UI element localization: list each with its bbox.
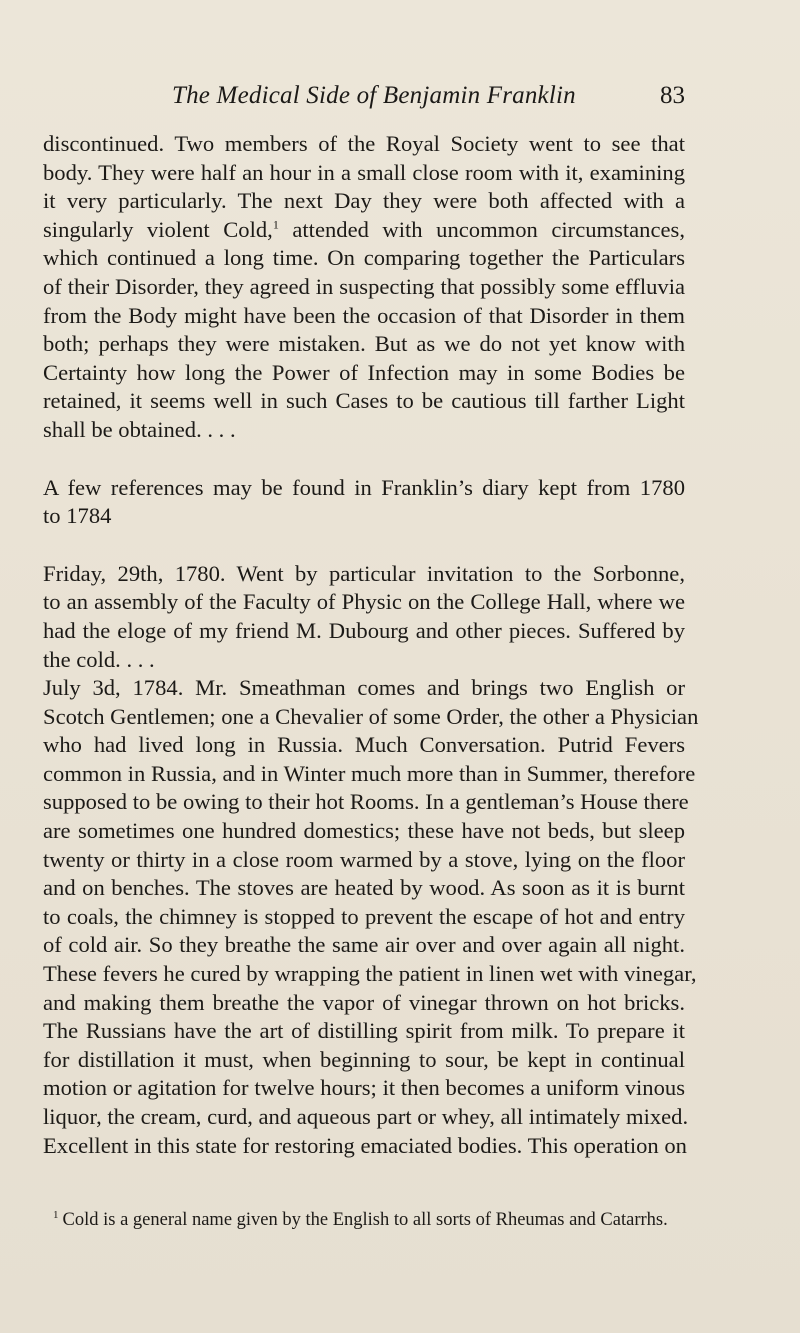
text-line: Scotch Gentlemen; one a Chevalier of some Order, the other a Physician [43, 703, 699, 729]
text-line: it very particularly. The next Day they were both affected with a [43, 188, 685, 214]
text-line: Friday, 29th, 1780. Went by particular invitation to the Sorbonne, [43, 560, 685, 586]
text-line: These fevers he cured by wrapping the patient in linen wet with vinegar, [43, 961, 697, 987]
text-line: to 1784 [43, 503, 112, 529]
text-line: discontinued. Two members of the Royal Society went to see that [43, 131, 685, 156]
text-line: and on benches. The stoves are heated by wood. As soon as it is burnt [43, 875, 685, 901]
footnote-mark: 1 [53, 1209, 59, 1221]
text-line: twenty or thirty in a close room warmed by a stove, lying on the floor [43, 846, 685, 872]
footnote-reference: 1 [272, 217, 279, 232]
paragraph-4 [43, 674, 699, 1160]
text-line: common in Russia, and in Winter much more than in Summer, therefore [43, 760, 696, 786]
text-line: liquor, the cream, curd, and aqueous part or whey, all intimately mixed. [43, 1104, 689, 1129]
paragraph-3 [43, 560, 685, 674]
text-line: and making them breathe the vapor of vinegar thrown on hot bricks. [43, 989, 685, 1015]
footnote-text: Cold is a general name given by the English to all sorts of Rheumas and Catarrhs. [62, 1210, 668, 1231]
text-line: A few references may be found in Franklin’s diary kept from 1780 [43, 474, 685, 500]
text-line: who had lived long in Russia. Much Conversation. Putrid Fevers [43, 732, 685, 758]
text-line: Excellent in this state for restoring emaciated bodies. This operation on [43, 1132, 687, 1158]
text-line: the cold. . . . [43, 646, 155, 672]
line-suffix: attended with uncommon circumstances, [292, 216, 685, 242]
text-line: shall be obtained. . . . [43, 416, 236, 442]
text-line: of cold air. So they breathe the same air over and over again all night. [43, 932, 685, 958]
text-line: retained, it seems well in such Cases to be cautious till farther Light [43, 388, 685, 414]
paragraph-gap [43, 445, 685, 474]
text-line: of their Disorder, they agreed in suspecting that possibly some effluvia [43, 273, 685, 299]
paragraph-2 [43, 474, 685, 531]
paragraph-1 [43, 130, 685, 445]
text-line: The Russians have the art of distilling spirit from milk. To prepare it [43, 1018, 685, 1044]
page-number: 83 [660, 82, 685, 109]
paragraph-gap [43, 531, 685, 560]
footnote [53, 1204, 743, 1231]
running-head [172, 82, 685, 114]
text-line: are sometimes one hundred domestics; these have not beds, but sleep [43, 818, 685, 844]
text-line: supposed to be owing to their hot Rooms. In a gentleman’s House there [43, 789, 689, 815]
text-line: Certainty how long the Power of Infection may in some Bodies be [43, 359, 685, 385]
text-line: which continued a long time. On comparing together the Particulars [43, 245, 685, 271]
running-title: The Medical Side of Benjamin Franklin [172, 82, 576, 109]
text-line: to coals, the chimney is stopped to prevent the escape of hot and entry [43, 903, 685, 929]
body-text [43, 130, 699, 1160]
line-prefix: singularly violent Cold, [43, 216, 273, 242]
text-line: body. They were half an hour in a small close room with it, examining [43, 159, 685, 185]
text-line: for distillation it must, when beginning to sour, be kept in continual [43, 1046, 685, 1072]
text-line: to an assembly of the Faculty of Physic on the College Hall, where we [43, 589, 685, 615]
text-line: had the eloge of my friend M. Dubourg and other pieces. Suffered by [43, 617, 685, 643]
text-line: motion or agitation for twelve hours; it then becomes a uniform vinous [43, 1075, 685, 1101]
text-line: both; perhaps they were mistaken. But as we do not yet know with [43, 331, 685, 357]
text-line: from the Body might have been the occasion of that Disorder in them [43, 302, 685, 328]
text-line: July 3d, 1784. Mr. Smeathman comes and brings two English or [43, 675, 685, 701]
text-line-with-footnote-ref [43, 216, 685, 245]
